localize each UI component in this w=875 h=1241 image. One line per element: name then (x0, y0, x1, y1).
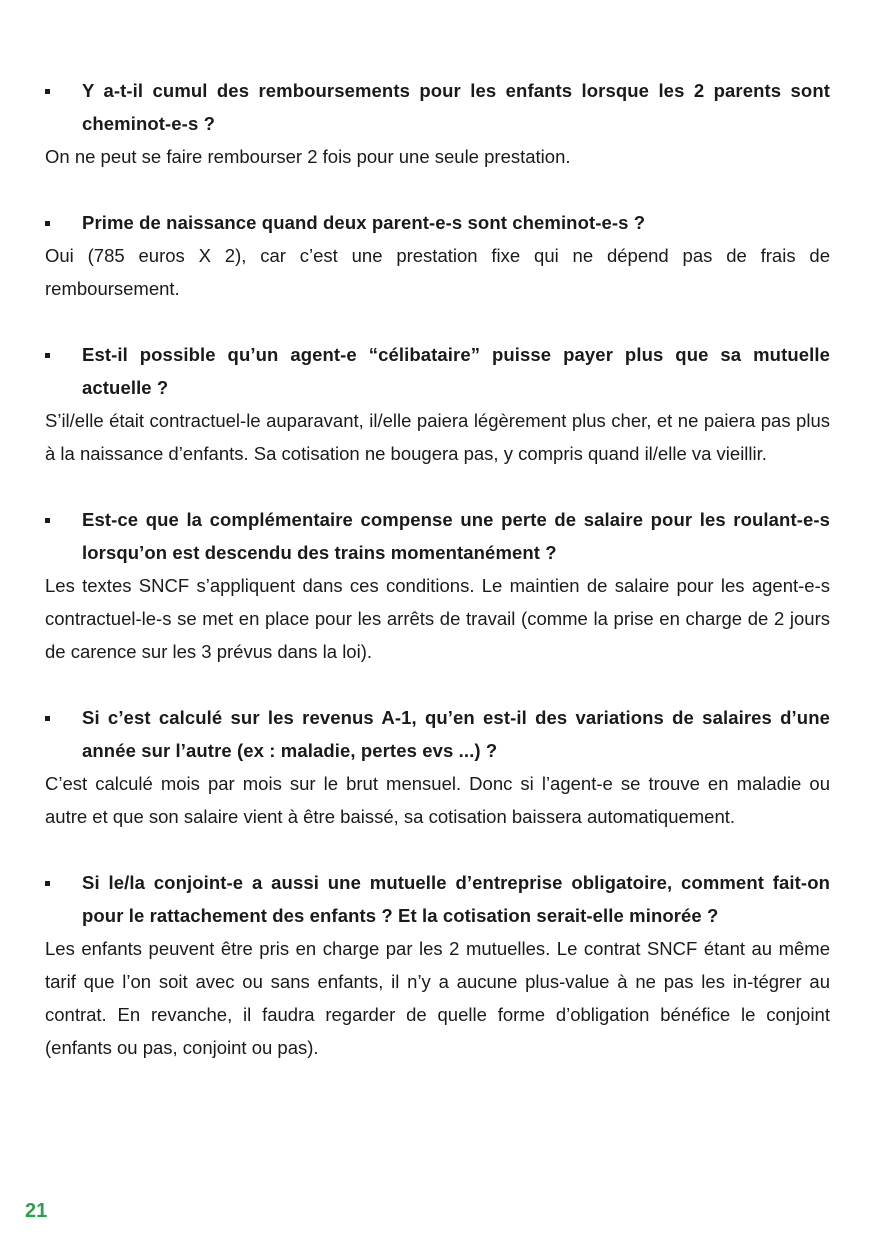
faq-content (45, 74, 830, 1097)
faq-question (45, 74, 830, 140)
faq-item (45, 503, 830, 668)
faq-answer: Les enfants peuvent être pris en charge par les 2 mutuelles. Le contrat SNCF étant au même tarif que l’on soit avec ou sans enfants, il n’y a aucune plus-value à ne pas les in-tégrer au contrat. En revanche, il faudra regarder de quelle forme d’obligation bénéfice le conjoint (enfants ou pas, conjoint ou pas). (45, 938, 830, 1058)
square-bullet-icon (45, 353, 50, 358)
faq-question-text: Y a-t-il cumul des remboursements pour les enfants lorsque les 2 parents sont cheminot-e-s ? (82, 80, 830, 134)
faq-item (45, 338, 830, 470)
square-bullet-icon (45, 716, 50, 721)
faq-question-text: Est-il possible qu’un agent-e “célibataire” puisse payer plus que sa mutuelle actuelle ? (82, 344, 830, 398)
square-bullet-icon (45, 221, 50, 226)
faq-question (45, 206, 830, 239)
faq-answer: On ne peut se faire rembourser 2 fois pour une seule prestation. (45, 146, 571, 167)
square-bullet-icon (45, 518, 50, 523)
faq-question (45, 503, 830, 569)
page-number: 21 (25, 1200, 48, 1222)
faq-question (45, 338, 830, 404)
faq-question (45, 701, 830, 767)
faq-item (45, 74, 830, 173)
faq-item (45, 206, 830, 305)
faq-question-text: Prime de naissance quand deux parent-e-s sont cheminot-e-s ? (82, 212, 646, 233)
faq-question-text: Si le/la conjoint-e a aussi une mutuelle d’entreprise obligatoire, comment fait-on pour le rattachement des enfants ? Et la cotisation serait-elle minorée ? (82, 872, 830, 926)
square-bullet-icon (45, 881, 50, 886)
faq-question-text: Si c’est calculé sur les revenus A-1, qu’en est-il des variations de salaires d’une année sur l’autre (ex : maladie, pertes evs ...) ? (82, 707, 830, 761)
faq-item (45, 866, 830, 1064)
faq-item (45, 701, 830, 833)
faq-answer: Les textes SNCF s’appliquent dans ces conditions. Le maintien de salaire pour les agent-e-s contractuel-le-s se met en place pour les arrêts de travail (comme la prise en charge de 2 jours de carence sur les 3 prévus dans la loi). (45, 575, 830, 662)
faq-question (45, 866, 830, 932)
faq-question-text: Est-ce que la complémentaire compense une perte de salaire pour les roulant-e-s lorsqu’on est descendu des trains momentanément ? (82, 509, 830, 563)
faq-answer: S’il/elle était contractuel-le auparavant, il/elle paiera légèrement plus cher, et ne paiera pas plus à la naissance d’enfants. Sa cotisation ne bougera pas, y compris quand il/elle va vieillir. (45, 410, 830, 464)
faq-answer: Oui (785 euros X 2), car c’est une prestation fixe qui ne dépend pas de frais de remboursement. (45, 245, 830, 299)
faq-answer: C’est calculé mois par mois sur le brut mensuel. Donc si l’agent-e se trouve en maladie ou autre et que son salaire vient à être baissé, sa cotisation baissera automatiquement. (45, 773, 830, 827)
square-bullet-icon (45, 89, 50, 94)
